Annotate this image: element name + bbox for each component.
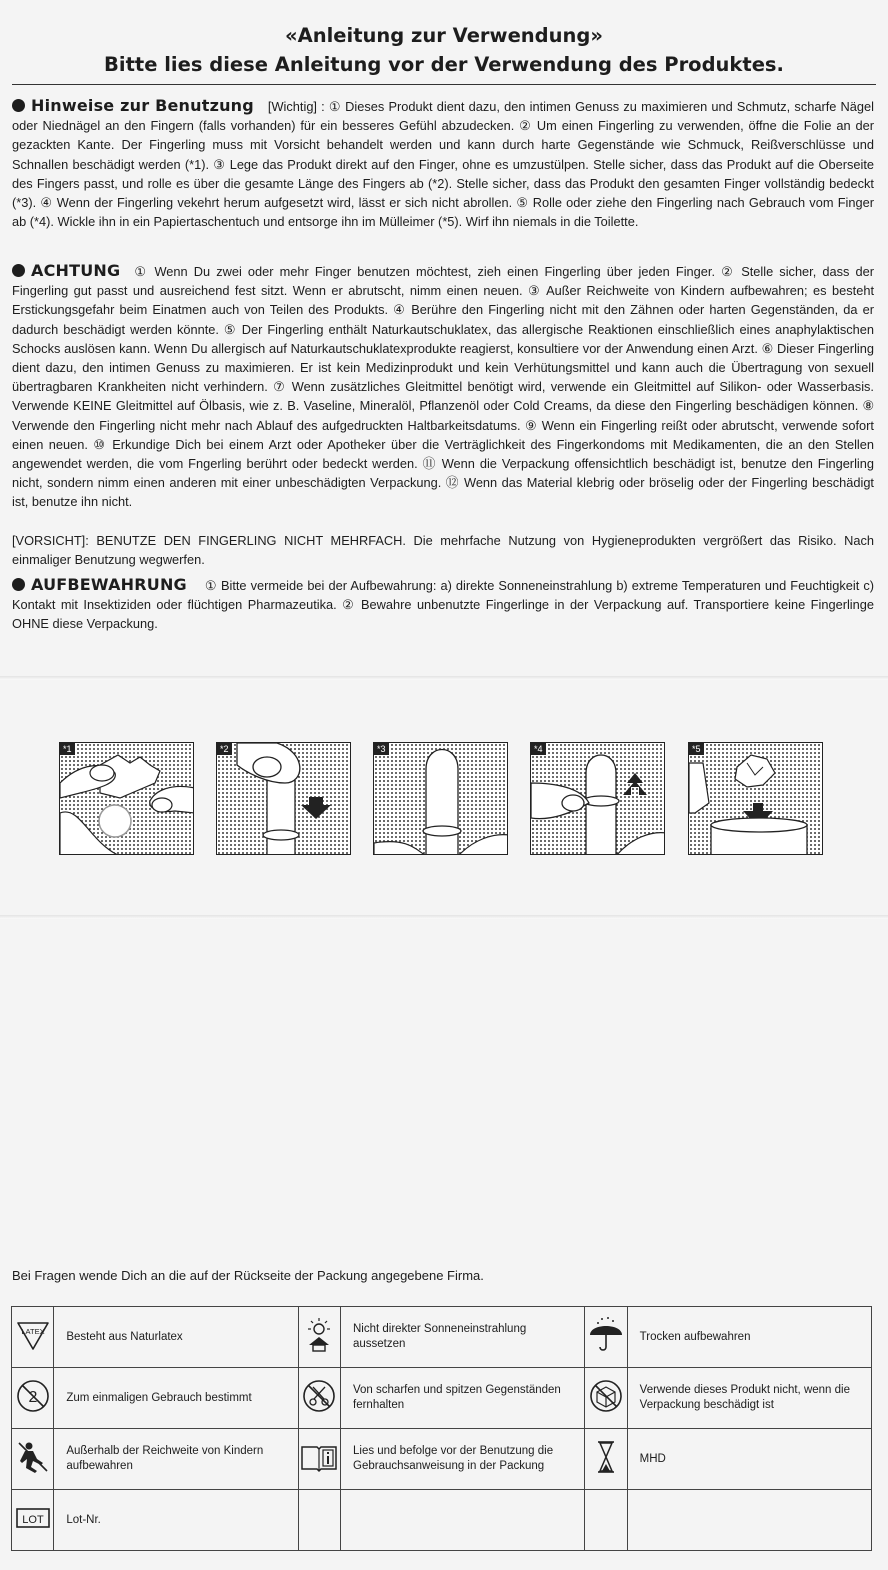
no-scissors-icon (298, 1368, 340, 1429)
symbol-text: MHD (627, 1429, 871, 1490)
section-text: ① Wenn Du zwei oder mehr Finger benutzen möchtest, zieh einen Fingerling über jeden Finger. ② Stelle sicher, dass der Fingerling gut passt und ausreichend fest sitzt. Wenn er abrutscht, nimm einen neuen. ③ Außer Reichweite von Kindern aufbewahren; es besteht Erstickungsgefahr beim Einatmen auch von Teilen des Produkts. ④ Berühre den Fingerling nicht mit den Zähnen oder harten Gegenständen, da er dadurch beschädigt werden könnte. ⑤ Der Fingerling enthält Naturkautschuklatex, das allergische Reaktionen einschließlich eines anaphylaktischen Schocks auslösen kann. Wenn Du allergisch auf Naturkautschuklatexprodukte reagierst, konsultiere vor der Anwendung einen Arzt. ⑥ Dieser Fingerling dient dazu, den intimen Genuss zu maximieren. Er ist kein Medizinprodukt und kein Verhütungsmittel und kann auch die Übertragung von sexuell übertragbaren Krankheiten nicht verhindern. ⑦ Wenn zusätzliches Gleitmittel benötigt wird, verwende ein Gleitmittel auf Silikon- oder Wasserbasis. Verwende KEINE Gleitmittel auf Ölbasis, wie z. B. Vaseline, Mineralöl, Pflanzenöl oder Cold Creams, da diese den Fingerling beschädigen können. ⑧ Verwende den Fingerling nicht mehr nach Ablauf des aufgedruckten Haltbarkeitsdatums. ⑨ Wenn ein Fingerling reißt oder abrutscht, verwende sofort einen neuen. ⑩ Erkundige Dich bei einem Arzt oder Apotheker über die Verträglichkeit des Fingerkondoms mit Medikamenten, die an den Stellen angewendet werden, die vom Fngerling berührt oder bedeckt werden. ⑪ Wenn die Verpackung offensichtlich beschädigt ist, benutze den Fingerling nicht, sondern nimm einen anderen mit einer unbeschädigten Verpackung. ⑫ Wenn das Material klebrig oder bröselig oder der Fingerling beschädigt ist, benutze ihn nicht. (12, 264, 874, 510)
table-row (12, 1307, 872, 1368)
section-storage (12, 576, 874, 634)
section-caution (12, 531, 874, 569)
svg-text:2: 2 (28, 1388, 38, 1406)
bullet-icon (12, 264, 25, 277)
child-warning-icon (12, 1429, 54, 1490)
symbol-text: Verwende dieses Produkt nicht, wenn die Verpackung beschädigt ist (627, 1368, 871, 1429)
symbol-text: Besteht aus Naturlatex (54, 1307, 298, 1368)
symbol-text: Nicht direkter Sonneneinstrahlung aussetzen (341, 1307, 585, 1368)
title-line-2: Bitte lies diese Anleitung vor der Verwendung des Produktes. (104, 53, 784, 76)
empty-cell (585, 1490, 627, 1551)
sun-house-icon (298, 1307, 340, 1368)
table-row (12, 1490, 872, 1551)
latex-label: LATEX (21, 1326, 45, 1336)
step-number: *5 (689, 743, 704, 755)
info-book-icon (298, 1429, 340, 1490)
illustration-finger-covered (373, 742, 508, 855)
step-number: *2 (217, 743, 232, 755)
fold-line (0, 915, 888, 919)
umbrella-rain-icon (585, 1307, 627, 1368)
title-line-1: «Anleitung zur Verwendung» (285, 24, 603, 47)
symbol-text: Lies und befolge vor der Benutzung die Gebrauchsanweisung in der Packung (341, 1429, 585, 1490)
table-row (12, 1429, 872, 1490)
section-text: ① Bitte vermeide bei der Aufbewahrung: a) direkte Sonneneinstrahlung b) extreme Temperaturen und Feuchtigkeit c) Kontakt mit Insektiziden oder flüchtigen Pharmazeutika. ② Bewahre unbenutzte Fingerlinge in der Verpackung auf. Transportiere keine Fingerlinge OHNE diese Verpackung. (12, 578, 874, 632)
step-number: *4 (531, 743, 546, 755)
do-not-reuse-icon (12, 1368, 54, 1429)
damaged-package-icon (585, 1368, 627, 1429)
empty-cell (627, 1490, 871, 1551)
illustration-open-package (59, 742, 194, 855)
contact-note: Bei Fragen wende Dich an die auf der Rückseite der Packung angegebene Firma. (12, 1268, 484, 1283)
symbol-text: Außerhalb der Reichweite von Kindern aufbewahren (54, 1429, 298, 1490)
symbol-legend-table (11, 1306, 872, 1551)
section-text: [VORSICHT]: BENUTZE DEN FINGERLING NICHT MEHRFACH. Die mehrfache Nutzung von Hygieneprodukten vergrößert das Risiko. Nach einmaliger Benutzung wegwerfen. (12, 533, 874, 568)
empty-cell (341, 1490, 585, 1551)
symbol-text: Von scharfen und spitzen Gegenständen fernhalten (341, 1368, 585, 1429)
section-usage (12, 97, 874, 231)
lot-label: LOT (21, 1513, 44, 1526)
bullet-icon (12, 578, 25, 591)
fold-line (0, 676, 888, 680)
section-heading: AUFBEWAHRUNG (12, 575, 187, 594)
bullet-icon (12, 99, 25, 112)
illustration-dispose (688, 742, 823, 855)
latex-triangle-icon (12, 1307, 54, 1368)
section-heading: ACHTUNG (12, 261, 120, 280)
table-row (12, 1368, 872, 1429)
illustration-roll-on (216, 742, 351, 855)
section-text: [Wichtig] : ① Dieses Produkt dient dazu, den intimen Genuss zu maximieren und Schmutz, scharfe Nägel oder Niednägel an den Fingern (falls vorhanden) für ein besseres Gefühl abzudecken. ② Um einen Fingerling zu verwenden, öffne die Folie an der gezackten Kante. Der Fingerling muss mit Vorsicht behandelt werden und kann durch harte Gegenstände wie Schmuck, Reißverschlüsse und Schnallen beschädigt werden (*1). ③ Lege das Produkt direkt auf den Finger, ohne es umzustülpen. Stelle sicher, dass das Produkt auf die Oberseite des Fingers passt, und rolle es über die gesamte Länge des Fingers ab (*2). Stelle sicher, dass das Produkt den gesamten Finger vollständig bedeckt (*3). ④ Wenn der Fingerling vekehrt herum aufgesetzt wird, lässt er sich nicht abrollen. ⑤ Rolle oder ziehe den Fingerling nach Gebrauch vom Finger ab (*4). Wickle ihn in ein Papiertaschentuch und entsorge ihn im Mülleimer (*5). Wirf ihn niemals in die Toilette. (12, 99, 874, 230)
illustration-roll-off (530, 742, 665, 855)
step-number: *1 (60, 743, 75, 755)
step-number: *3 (374, 743, 389, 755)
title-divider (12, 84, 876, 85)
symbol-text: Lot-Nr. (54, 1490, 298, 1551)
empty-cell (298, 1490, 340, 1551)
lot-box-icon (12, 1490, 54, 1551)
section-warning (12, 262, 874, 512)
symbol-text: Trocken aufbewahren (627, 1307, 871, 1368)
symbol-text: Zum einmaligen Gebrauch bestimmt (54, 1368, 298, 1429)
hourglass-icon (585, 1429, 627, 1490)
section-heading: Hinweise zur Benutzung (12, 96, 254, 115)
